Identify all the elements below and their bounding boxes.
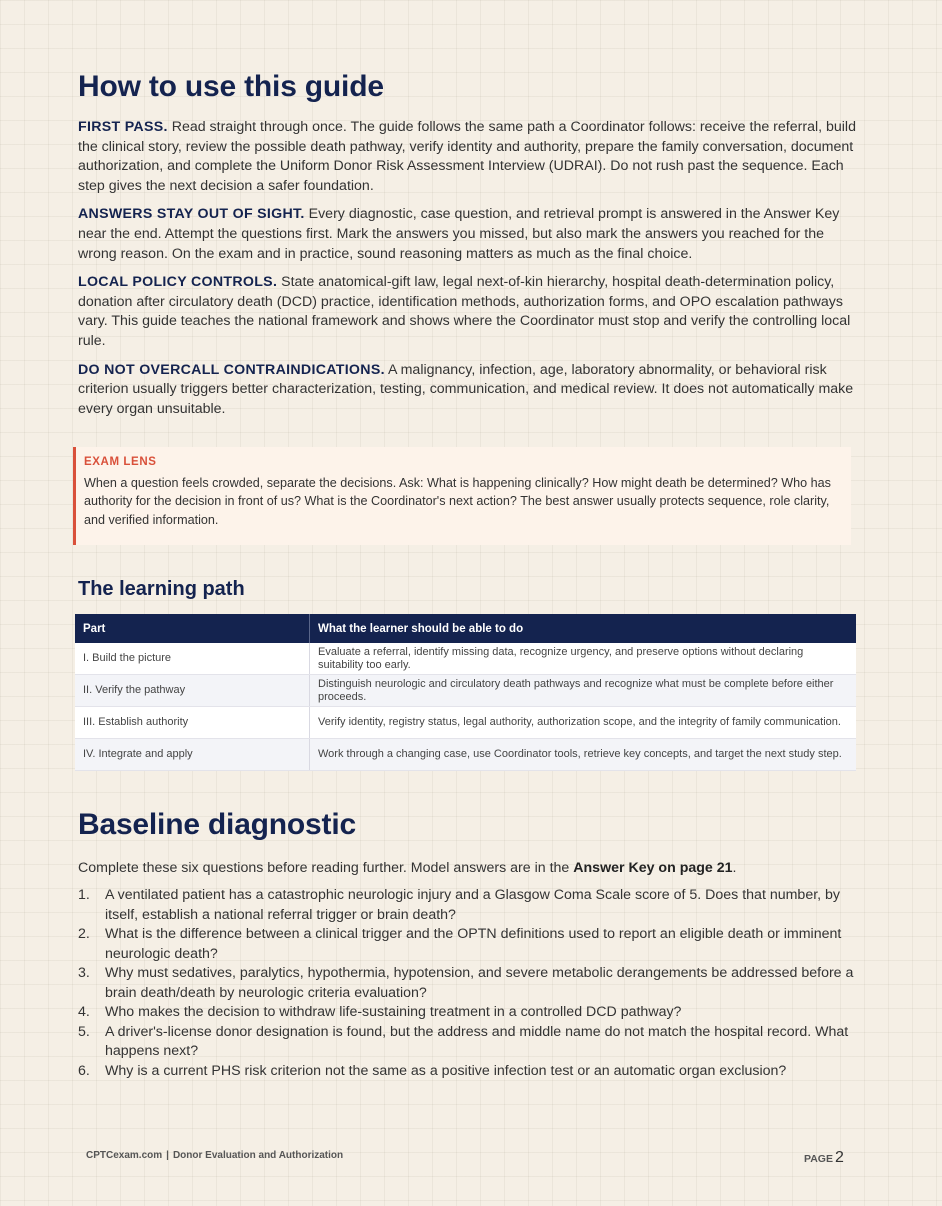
column-header-outcome: What the learner should be able to do [310, 614, 857, 643]
question-number: 5. [78, 1023, 90, 1040]
paragraph-lead: LOCAL POLICY CONTROLS. [78, 274, 278, 291]
page-number-value: 2 [834, 1149, 844, 1166]
list-item [78, 886, 858, 925]
footer-separator: | [166, 1150, 169, 1161]
table-cell-outcome: Verify identity, registry status, legal authority, authorization scope, and the integrity of family communication. [310, 707, 857, 739]
table-row [75, 675, 856, 707]
paragraph-lead: FIRST PASS. [78, 119, 168, 135]
paragraph-text: A malignancy, infection, age, laboratory abnormality, or behavioral risk criterion usually triggers better characterization, testing, communication, and medical review. It does not automatically make every organ unsuitable. [78, 361, 854, 417]
exam-lens-callout [73, 447, 851, 545]
exam-lens-label: EXAM LENS [84, 456, 157, 468]
question-text: Why must sedatives, paralytics, hypothermia, hypotension, and severe metabolic derangements be addressed before a brain death/death by neurologic criteria evaluation? [105, 965, 854, 1001]
table-cell-part: II. Verify the pathway [75, 675, 310, 707]
question-number: 2. [78, 926, 90, 942]
answer-key-reference: Answer Key on page 21 [573, 860, 733, 876]
table-row [75, 707, 856, 739]
paragraph-text: State anatomical-gift law, legal next-of-kin hierarchy, hospital death-determination policy, donation after circulatory death (DCD) practice, identification methods, authorization forms, and OPO escalation pathways vary. This guide teaches the national framework and shows where the Coordinator must stop and verify the controlling local rule. [78, 274, 851, 349]
question-number: 6. [78, 1062, 90, 1079]
diagnostic-intro [78, 860, 737, 876]
table-cell-outcome: Distinguish neurologic and circulatory death pathways and recognize what must be complete before either proceeds. [310, 675, 857, 707]
list-item [78, 964, 858, 1003]
table-cell-part: I. Build the picture [75, 643, 310, 675]
list-item [78, 1023, 858, 1062]
table-row [75, 643, 856, 675]
table-cell-part: III. Establish authority [75, 707, 310, 739]
diagnostic-intro-text: Complete these six questions before reading further. Model answers are in the [78, 860, 574, 876]
question-text: A driver's-license donor designation is found, but the address and middle name do not match the hospital record. What happens next? [105, 1023, 849, 1059]
paragraph-local-policy [78, 273, 856, 351]
footer-document-title: Donor Evaluation and Authorization [172, 1150, 344, 1161]
table-cell-part: IV. Integrate and apply [75, 739, 310, 771]
page-label: PAGE [804, 1153, 833, 1165]
learning-path-title: The learning path [78, 578, 245, 600]
diagnostic-intro-end: . [732, 860, 737, 876]
guide-title: How to use this guide [78, 70, 384, 103]
list-item [78, 925, 858, 964]
paragraph-text: Every diagnostic, case question, and retrieval prompt is answered in the Answer Key near the end. Attempt the questions first. Mark the answers you missed, but also mark the answers you reached for the wrong reason. On the exam and in practice, sound reasoning matters as much as the final choice. [78, 206, 840, 262]
page-number [804, 1149, 844, 1167]
paragraph-contraindications [78, 361, 856, 420]
paragraph-text: Read straight through once. The guide follows the same path a Coordinator follows: receive the referral, build the clinical story, review the possible death pathway, verify identity and authority, prepare the family conversation, document authorization, and complete the Uniform Donor Risk Assessment Interview (UDRAI). Do not rush past the sequence. Each step gives the next decision a safer foundation. [78, 119, 856, 194]
page-footer [86, 1150, 343, 1161]
learning-path-table [75, 614, 856, 771]
table-cell-outcome: Work through a changing case, use Coordinator tools, retrieve key concepts, and target the next study step. [310, 739, 857, 771]
list-item [78, 1003, 858, 1023]
table-cell-outcome: Evaluate a referral, identify missing data, recognize urgency, and preserve options without declaring suitability too early. [310, 643, 857, 675]
question-text: Why is a current PHS risk criterion not the same as a positive infection test or an automatic organ exclusion? [105, 1062, 787, 1079]
question-number: 4. [78, 1004, 90, 1020]
question-text: A ventilated patient has a catastrophic neurologic injury and a Glasgow Coma Scale score of 5. Does that number, by itself, establish a national referral trigger or brain death? [105, 887, 841, 923]
diagnostic-title: Baseline diagnostic [78, 808, 356, 841]
exam-lens-text: When a question feels crowded, separate the decisions. Ask: What is happening clinically? How might death be determined? Who has authority for the decision in front of us? What is the Coordinator's next action? The best answer usually protects sequence, role clarity, and verified information. [84, 476, 831, 527]
guide-intro [78, 118, 856, 428]
paragraph-lead: ANSWERS STAY OUT OF SIGHT. [78, 206, 305, 223]
diagnostic-question-list [78, 886, 858, 1081]
paragraph-answers [78, 205, 856, 264]
paragraph-first-pass [78, 118, 856, 196]
question-text: Who makes the decision to withdraw life-sustaining treatment in a controlled DCD pathway? [105, 1004, 682, 1020]
footer-site-link[interactable]: CPTCexam.com [86, 1150, 163, 1161]
question-number: 1. [78, 887, 90, 903]
table-row [75, 739, 856, 771]
question-number: 3. [78, 965, 90, 981]
list-item [78, 1062, 858, 1082]
column-header-part: Part [75, 614, 310, 643]
paragraph-lead: DO NOT OVERCALL CONTRAINDICATIONS. [78, 361, 385, 378]
question-text: What is the difference between a clinical trigger and the OPTN definitions used to report an eligible death or imminent neurologic death? [105, 926, 842, 962]
table-header-row [75, 614, 856, 643]
